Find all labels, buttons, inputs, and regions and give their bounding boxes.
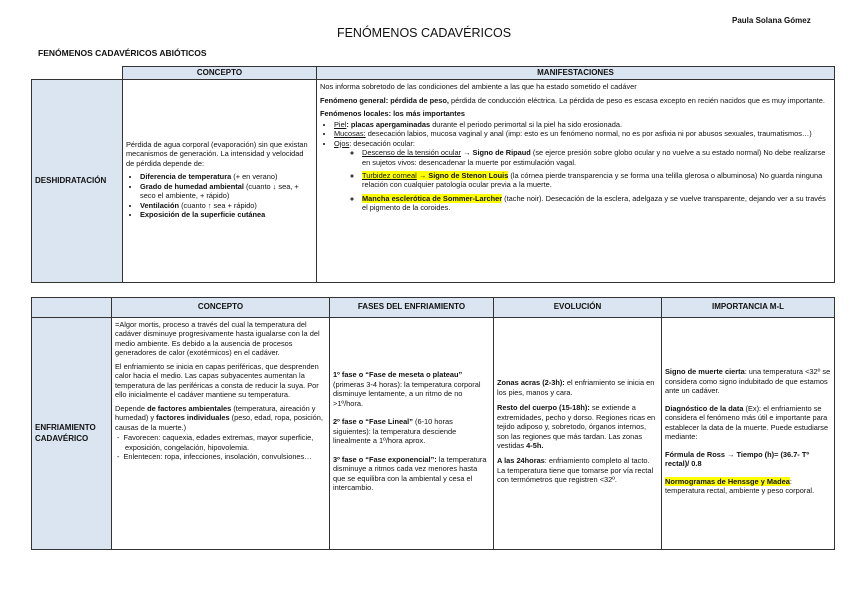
formula-ross: Fórmula de Ross → Tiempo (h)= (36.7- Tº rectal)/ 0.8 (665, 449, 810, 469)
list-item: • Grado de humedad ambiental (cuanto ↓ sea, + seco el ambiente, + rápido) (140, 182, 313, 201)
importancia-cell (662, 318, 835, 550)
fase-2: 2º fase o “Fase Lineal” (6-10 horas siguientes): la temperatura desciende linealmente a 1º/hora aprox. (333, 417, 457, 446)
evolucion-resto: Resto del cuerpo (15-18h): se extiende a extremidades, pecho y dorso. Regiones ricas en tejido adiposo y, sobretodo, órganos internos, son las regiones que más tardan. Las zonas vestidas 4-5h. (497, 403, 656, 450)
importancia-signo: Signo de muerte cierta: una temperatura <32º se considera como signo indubitado de que estamos ante un cadáver. (665, 367, 831, 396)
enfriamiento-table (31, 297, 835, 550)
list-item: ◦ Descenso de la tensión ocular → Signo de Ripaud (se ejerce presión sobre globo ocular y no vuelve a su estado normal) No debe realizarse en sujetos vivos: desencadenar la muerte por estimulación vagal. (362, 148, 831, 167)
author-name: Paula Solana Gómez (732, 16, 811, 25)
fase-1: 1º fase o “Fase de meseta o plateau” (primeras 3-4 horas): la temperatura corporal disminuye lentamente, a un ritmo de no >1º/hora. (333, 370, 481, 408)
row-label-deshidratacion: DESHIDRATACIÓN (32, 80, 123, 283)
header-concepto: CONCEPTO (112, 298, 330, 318)
header-evolucion: EVOLUCIÓN (494, 298, 662, 318)
manifestaciones-cell (317, 80, 835, 283)
evolucion-cell (494, 318, 662, 550)
factores-list (115, 433, 326, 461)
list-item: • Exposición de la superficie cutánea (140, 210, 313, 219)
empty-header-cell (32, 67, 123, 80)
concepto-p2: El enfriamiento se inicia en capas periféricas, que desprenden calor hacia el medio. Las capas subyacentes aumentan la temperatura de las periféricas a consta de reducir la suya. Por ello inicialmente el cadáver mantiene su temperatura. (115, 361, 319, 400)
concepto-p3: Depende de factores ambientales (temperatura, aireación y humedad) y factores individuales (peso, edad, ropa, posición, causas de la muerte.) (115, 403, 323, 432)
ojos-list (334, 148, 831, 213)
header-fases: FASES DEL ENFRIAMIENTO (330, 298, 494, 318)
locales-list (320, 120, 831, 213)
list-item: • Diferencia de temperatura (+ en verano) (140, 172, 313, 181)
list-item: - Enlentecen: ropa, infecciones, insolación, convulsiones… (125, 452, 326, 461)
evolucion-acras: Zonas acras (2-3h): el enfriamiento se inicia en los pies, manos y cara. (497, 378, 655, 397)
page-title: FENÓMENOS CADAVÉRICOS (336, 26, 512, 40)
fenomeno-general: Fenómeno general: pérdida de peso, pérdida de conducción eléctrica. La pérdida de peso es escasa excepto en recién nacidos que es muy importante. (320, 95, 825, 105)
list-item: ◦ Mancha esclerótica de Sommer-Larcher (tache noir). Desecación de la esclera, adelgaza y se vuelve transparente, dejando ver a su través el pigmento de la coroides. (362, 194, 831, 213)
concepto-intro: Pérdida de agua corporal (evaporación) sin que existan mecanismos de generación. La intensidad y velocidad de pérdida depende de: (126, 139, 308, 168)
concepto-cell (123, 80, 317, 283)
empty-header-cell (32, 298, 112, 318)
normogramas: Normogramas de Henssge y Madea: temperatura rectal, ambiente y peso corporal. (665, 476, 815, 496)
fase-3: 3º fase o “Fase exponencial”: la temperatura disminuye a ritmos cada vez menores hasta que se equilibra con la ambiental y cesa el intercambio. (333, 454, 487, 493)
factors-list (126, 172, 313, 219)
row-label-enfriamiento: ENFRIAMIENTO CADAVÉRICO (32, 318, 112, 550)
list-item: • Mucosas: desecación labios, mucosa vaginal y anal (imp: esto es un fenómeno normal, no es por asfixia ni por abusos sexuales, traumatismos…) (334, 129, 831, 138)
header-importancia: IMPORTANCIA M-L (662, 298, 835, 318)
concepto-cell (112, 318, 330, 550)
list-item: • Piel: placas apergaminadas durante el periodo perimortal si la piel ha sido erosionada. (334, 120, 831, 129)
concepto-p1: =Algor mortis, proceso a través del cual la temperatura del cadáver disminuye progresivamente hasta igualarse con la del medio ambiente. Es debido a la ausencia de procesos generadores de calor (exotérmicos) en el cadáver. (115, 320, 320, 358)
importancia-data: Diagnóstico de la data (Ex): el enfriamiento se considera el fenómeno más útil e importante para establecer la data de la muerte. Puede estudiarse mediante: (665, 403, 829, 442)
list-item: • Ojos: desecación ocular: ◦ Descenso de la tensión ocular → Signo de Ripaud (se ejerce presión sobre globo ocular y no vuelve a su estado normal) No debe realizarse en sujetos vivos: desencadenar la muerte por estimulación vagal. ◦ Turbidez corneal → Signo de Stenon Louis (la córnea pierde transparencia y se forma una telilla glerosa o albuminosa) No guarda ninguna relación con cualquier patología ocular previa a la muerte. ◦ Mancha esclerótica de Sommer-Larcher (tache noir). Desecación de la esclera, adelgaza y se vuelve transparente, dejando ver a su través el pigmento de la coroides. (334, 139, 831, 213)
section-subtitle: FENÓMENOS CADAVÉRICOS ABIÓTICOS (38, 48, 207, 58)
list-item: • Ventilación (cuanto ↑ sea + rápido) (140, 201, 313, 210)
list-item: - Favorecen: caquexia, edades extremas, mayor superficie, exposición, congelación, hipovolemia. (125, 433, 326, 452)
manifestaciones-intro: Nos informa sobretodo de las condiciones del ambiente a las que ha estado sometido el cadáver (320, 82, 637, 92)
deshidratacion-table (31, 66, 835, 283)
header-concepto: CONCEPTO (123, 67, 317, 80)
evolucion-24h: A las 24horas: enfriamiento completo al tacto. La temperatura tiene que tomarse por vía rectal con termómetros que registren <32º. (497, 456, 654, 485)
list-item: ◦ Turbidez corneal → Signo de Stenon Louis (la córnea pierde transparencia y se forma una telilla glerosa o albuminosa) No guarda ninguna relación con cualquier patología ocular previa a la muerte. (362, 171, 831, 190)
header-manifestaciones: MANIFESTACIONES (317, 67, 835, 80)
fenomenos-locales-label: Fenómenos locales: los más importantes (320, 109, 465, 119)
fases-cell (330, 318, 494, 550)
